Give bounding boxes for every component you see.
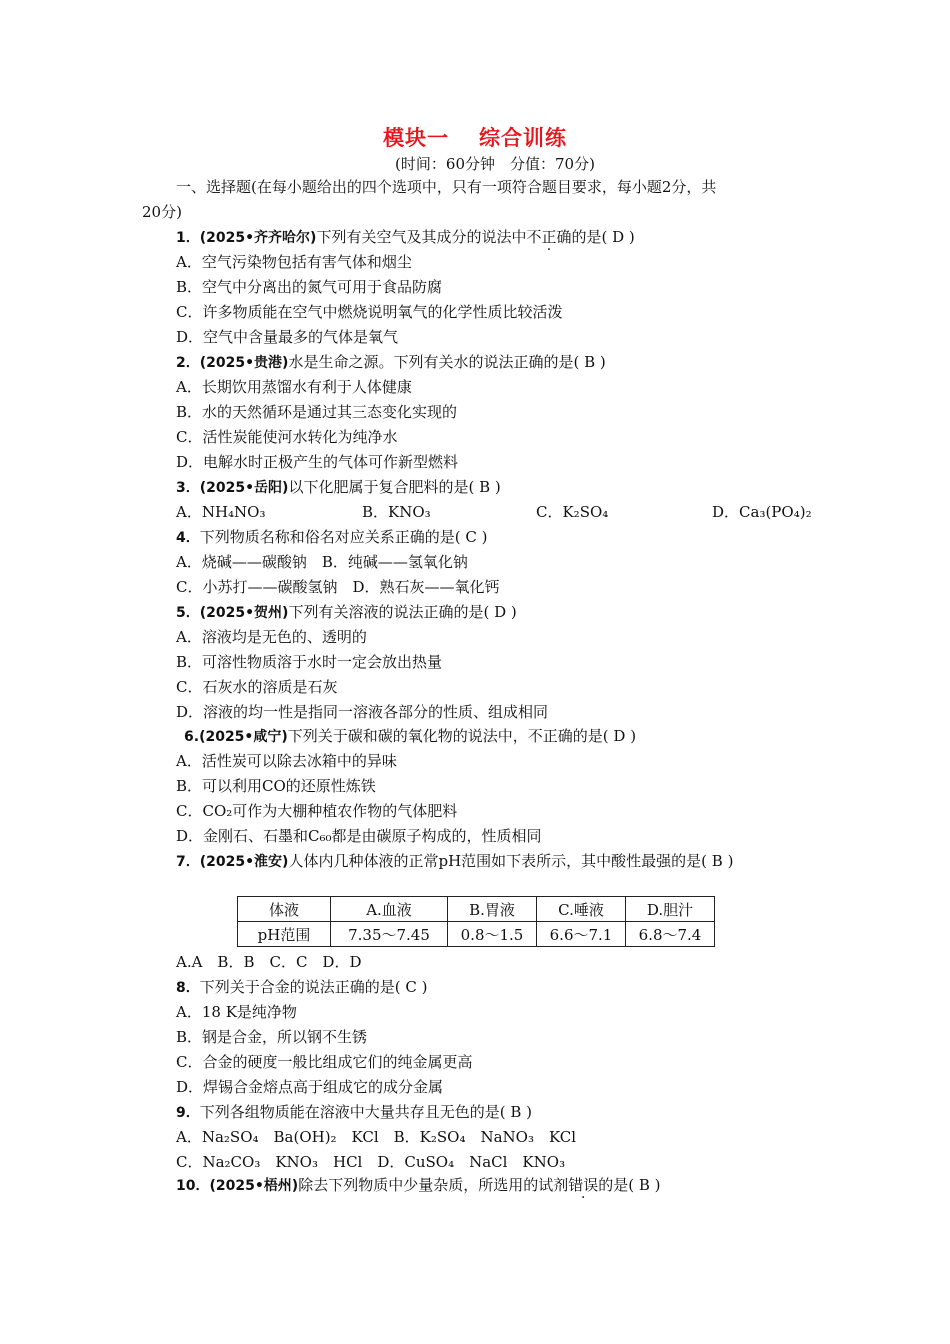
question-source: (2025•淮安)	[199, 854, 289, 870]
question-number: 6.	[184, 729, 200, 745]
question-text: 人体内几种体液的正常pH范围如下表所示，其中酸性最强的是( B )	[288, 852, 734, 870]
question-2-option-d: D．电解水时正极产生的气体可作新型燃料	[176, 453, 459, 471]
table-header-cell: A.血液	[331, 897, 448, 922]
question-8-option-d: D．焊锡合金熔点高于组成它的成分金属	[176, 1078, 444, 1096]
question-source: (2025•齐齐哈尔)	[199, 230, 317, 246]
question-5-option-b: B．可溶性物质溶于水时一定会放出热量	[176, 653, 443, 671]
question-9-options-cd: C．Na₂CO₃ KNO₃ HCl D．CuSO₄ NaCl KNO₃	[176, 1153, 566, 1171]
question-6-stem	[184, 726, 636, 747]
exam-subtitle: (时间：60分钟 分值：70分)	[395, 155, 595, 173]
question-text: 以下化肥属于复合肥料的是( B )	[288, 478, 501, 496]
title-part-2: 综合训练	[479, 125, 567, 150]
question-8-option-b: B．钢是合金，所以钢不生锈	[176, 1028, 368, 1046]
question-text: 下列有关空气及其成分的说法中	[316, 228, 527, 246]
question-source: (2025•贺州)	[199, 605, 289, 621]
question-1-option-c: C．许多物质能在空气中燃烧说明氧气的化学性质比较活泼	[176, 303, 563, 321]
question-1-option-d: D．空气中含量最多的气体是氧气	[176, 328, 399, 346]
emphasized-text: 错误	[568, 1176, 599, 1194]
question-9-options-ab: A．Na₂SO₄ Ba(OH)₂ KCl B．K₂SO₄ NaNO₃ KCl	[176, 1128, 577, 1146]
question-4-stem	[176, 527, 487, 548]
section-instructions-line1: 一、选择题(在每小题给出的四个选项中，只有一项符合题目要求，每小题2分，共	[176, 178, 717, 196]
question-1-stem	[176, 227, 635, 248]
question-2-option-a: A．长期饮用蒸馏水有利于人体健康	[176, 378, 412, 396]
question-5-option-d: D．溶液的均一性是指同一溶液各部分的性质、组成相同	[176, 703, 549, 721]
question-source: (2025•梧州)	[209, 1178, 299, 1194]
question-7-options: A.A B．B C．C D．D	[176, 953, 362, 971]
question-text: 水是生命之源。下列有关水的说法正确的是( B )	[288, 353, 606, 371]
table-cell: 6.8～7.4	[626, 922, 715, 947]
ph-range-table	[237, 896, 715, 947]
question-answer: 的是( B )	[598, 1176, 661, 1194]
question-text: 除去下列物质中少量杂质，所选用的试剂	[298, 1176, 569, 1194]
question-2-option-c: C．活性炭能使河水转化为纯净水	[176, 428, 398, 446]
question-3-option-d: D．Ca₃(PO₄)₂	[712, 503, 812, 521]
question-2-option-b: B．水的天然循环是通过其三态变化实现的	[176, 403, 458, 421]
question-4-options-cd: C．小苏打——碳酸氢钠 D．熟石灰——氧化钙	[176, 578, 500, 596]
question-text: 下列各组物质能在溶液中大量共存且无色的是( B )	[199, 1103, 533, 1121]
question-5-option-c: C．石灰水的溶质是石灰	[176, 678, 338, 696]
question-number: 1．	[176, 230, 200, 246]
emphasized-text: 不正确	[526, 228, 572, 246]
question-1-option-a: A．空气污染物包括有害气体和烟尘	[176, 253, 412, 271]
question-number: 2．	[176, 355, 200, 371]
question-answer: 的是( D )	[571, 228, 635, 246]
question-6-option-c: C．CO₂可作为大棚种植农作物的气体肥料	[176, 802, 458, 820]
question-number: 4．	[176, 530, 200, 546]
table-header-row	[238, 897, 715, 922]
question-5-stem	[176, 602, 517, 623]
question-text: 下列关于合金的说法正确的是( C )	[199, 978, 428, 996]
question-3-stem	[176, 477, 501, 498]
question-3-option-b: B．KNO₃	[362, 503, 431, 521]
question-number: 8．	[176, 980, 200, 996]
question-4-options-ab: A．烧碱——碳酸钠 B．纯碱——氢氧化钠	[176, 553, 468, 571]
section-instructions-line2: 20分)	[142, 203, 182, 221]
question-text: 下列物质名称和俗名对应关系正确的是( C )	[199, 528, 488, 546]
table-cell: 0.8～1.5	[448, 922, 537, 947]
question-number: 9．	[176, 1105, 200, 1121]
question-text: 下列关于碳和碳的氧化物的说法中，不正确的是( D )	[287, 727, 637, 745]
question-number: 3．	[176, 480, 200, 496]
question-source: (2025•咸宁)	[199, 729, 288, 745]
question-number: 5．	[176, 605, 200, 621]
table-header-cell: 体液	[238, 897, 331, 922]
question-2-stem	[176, 352, 606, 373]
question-source: (2025•贵港)	[199, 355, 289, 371]
table-cell: pH范围	[238, 922, 331, 947]
question-text: 下列有关溶液的说法正确的是( D )	[288, 603, 517, 621]
question-5-option-a: A．溶液均是无色的、透明的	[176, 628, 367, 646]
question-1-option-b: B．空气中分离出的氮气可用于食品防腐	[176, 278, 443, 296]
table-header-cell: B.胃液	[448, 897, 537, 922]
question-9-stem	[176, 1102, 532, 1123]
page-title	[0, 122, 950, 152]
question-number: 10．	[176, 1178, 210, 1194]
question-source: (2025•岳阳)	[199, 480, 289, 496]
title-part-1: 模块一	[383, 125, 449, 150]
table-header-cell: D.胆汁	[626, 897, 715, 922]
question-8-option-c: C．合金的硬度一般比组成它们的纯金属更高	[176, 1053, 473, 1071]
question-8-option-a: A．18 K是纯净物	[176, 1003, 297, 1021]
table-cell: 7.35～7.45	[331, 922, 448, 947]
question-10-stem	[176, 1175, 661, 1196]
question-3-option-c: C．K₂SO₄	[536, 503, 609, 521]
question-3-option-a: A．NH₄NO₃	[176, 503, 266, 521]
question-number: 7．	[176, 854, 200, 870]
question-6-option-a: A．活性炭可以除去冰箱中的异味	[176, 752, 397, 770]
question-8-stem	[176, 977, 427, 998]
table-header-cell: C.唾液	[537, 897, 626, 922]
question-6-option-b: B．可以利用CO的还原性炼铁	[176, 777, 376, 795]
question-6-option-d: D．金刚石、石墨和C₆₀都是由碳原子构成的，性质相同	[176, 827, 542, 845]
table-row	[238, 922, 715, 947]
table-cell: 6.6～7.1	[537, 922, 626, 947]
question-7-stem	[176, 851, 733, 872]
